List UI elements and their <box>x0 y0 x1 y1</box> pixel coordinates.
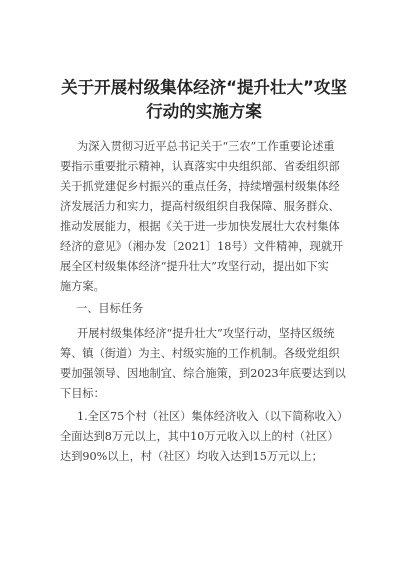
list-item-line: 全面达到8万元以上，其中10万元收入以上的村（社区） <box>60 430 339 443</box>
paragraph-line: 施方案。 <box>60 280 105 293</box>
paragraph-line: 筹、镇（街道）为主、村级实施的工作机制。各级党组织 <box>60 347 340 360</box>
paragraph-line: 下目标： <box>60 387 105 400</box>
paragraph-line: 展全区村级集体经济“提升壮大”攻坚行动，提出如下实 <box>60 260 329 273</box>
paragraph-line: 开展村级集体经济“提升壮大”攻坚行动，坚持区级统 <box>77 327 335 340</box>
list-item-line: 1.全区75个村（社区）集体经济收入（以下简称收入） <box>77 410 349 423</box>
paragraph-line: 为深入贯彻习近平总书记关于“三农”工作重要论述重 <box>77 140 335 153</box>
document-title-line-2: 行动的实施方案 <box>146 102 262 121</box>
list-item-line: 达到90%以上，村（社区）均收入达到15万元以上； <box>60 450 323 463</box>
paragraph-line: 关于抓党建促乡村振兴的重点任务，持续增强村级集体经 <box>60 180 340 193</box>
paragraph-line: 经济的意见》（湘办发〔2021〕18号）文件精神，现就开 <box>60 240 344 253</box>
paragraph-line: 济发展活力和实力，提高村级组织自我保障、服务群众、 <box>60 200 340 213</box>
paragraph-line: 要指示重要批示精神，认真落实中央组织部、省委组织部 <box>60 160 340 173</box>
document-title-line-1: 关于开展村级集体经济“提升壮大”攻坚 <box>61 78 347 97</box>
paragraph-line: 要加强领导、因地制宜、综合施策，到2023年底要达到以 <box>60 367 346 380</box>
paragraph-line: 推动发展能力，根据《关于进一步加快发展壮大农村集体 <box>60 220 340 233</box>
section-heading: 一、目标任务 <box>76 302 144 315</box>
